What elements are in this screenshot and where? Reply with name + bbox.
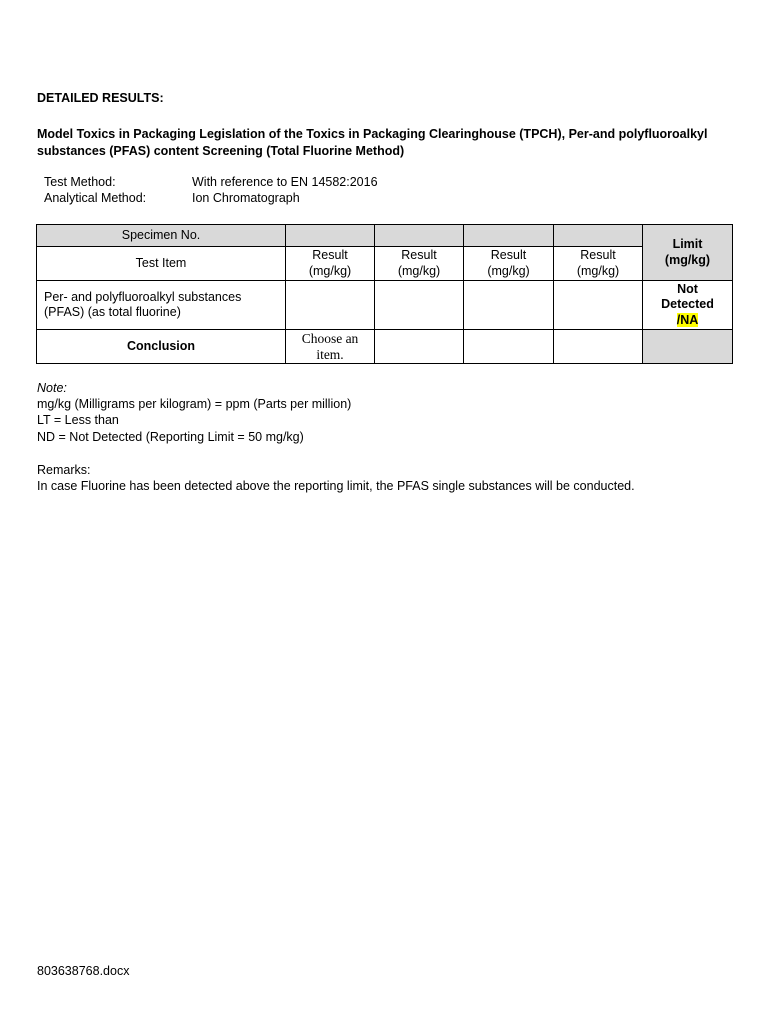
results-table [36,224,733,364]
conclusion-label: Conclusion [37,330,286,364]
result-header-4-line1: Result [580,248,616,262]
analytical-method-value: Ion Chromatograph [192,191,300,205]
pfas-limit-value [643,281,733,330]
specimen-no-header: Specimen No. [37,225,286,247]
result-header-3 [464,247,554,281]
test-method-label: Test Method: [44,175,116,189]
pfas-item-line2: (PFAS) (as total fluorine) [44,305,181,319]
pfas-test-item [37,281,286,330]
section-subtitle: Model Toxics in Packaging Legislation of the Toxics in Packaging Clearinghouse (TPCH), Per-and polyfluoroalkyl substances (PFAS) content Screening (Total Fluorine Method) [37,127,708,158]
pfas-item-line1: Per- and polyfluoroalkyl substances [44,289,242,304]
conclusion-dropdown-line2: item. [316,346,344,362]
conclusion-cell-4[interactable] [554,330,643,364]
note-line-lt: LT = Less than [37,413,119,428]
result-header-1-line1: Result [312,248,348,262]
conclusion-dropdown[interactable] [286,330,375,364]
pfas-result-1[interactable] [286,281,375,330]
limit-value-highlight: /NA [676,312,699,327]
specimen-row [37,225,733,247]
limit-value-line1: Not [677,281,698,296]
note-line-mgkg: mg/kg (Milligrams per kilogram) = ppm (Parts per million) [37,397,352,412]
footer-filename: 803638768.docx [37,964,130,978]
analytical-method-row [44,191,300,205]
conclusion-limit-cell [643,330,733,364]
specimen-cell-3[interactable] [464,225,554,247]
result-header-3-line2: (mg/kg) [487,263,530,278]
conclusion-cell-3[interactable] [464,330,554,364]
pfas-result-4[interactable] [554,281,643,330]
result-header-1 [286,247,375,281]
result-header-2-line1: Result [401,248,437,262]
specimen-cell-1[interactable] [286,225,375,247]
limit-header [643,225,733,281]
note-line-nd: ND = Not Detected (Reporting Limit = 50 mg/kg) [37,429,304,444]
conclusion-cell-2[interactable] [375,330,464,364]
detailed-results-heading: DETAILED RESULTS: [37,91,164,105]
test-item-header: Test Item [37,247,286,281]
test-method-row [44,175,378,189]
remarks-text: In case Fluorine has been detected above the reporting limit, the PFAS single substances will be conducted. [37,479,635,494]
result-header-4 [554,247,643,281]
analytical-method-label: Analytical Method: [44,191,147,205]
pfas-row [37,281,733,330]
notes-block [37,380,351,445]
pfas-result-2[interactable] [375,281,464,330]
result-header-3-line1: Result [490,248,527,262]
specimen-cell-4[interactable] [554,225,643,247]
limit-header-line2: (mg/kg) [664,252,711,267]
limit-value-line2: Detected [661,297,714,312]
result-header-4-line2: (mg/kg) [576,263,620,278]
remarks-label: Remarks: [37,463,91,477]
conclusion-row [37,330,733,364]
result-header-2-line2: (mg/kg) [397,263,441,278]
result-header-2 [375,247,464,281]
test-method-value: With reference to EN 14582:2016 [192,175,378,189]
pfas-result-3[interactable] [464,281,554,330]
conclusion-dropdown-line1: Choose an [301,331,359,346]
note-label: Note: [37,381,67,395]
specimen-cell-2[interactable] [375,225,464,247]
result-header-1-line2: (mg/kg) [308,263,352,278]
remarks-block [37,462,635,494]
test-item-header-row [37,247,733,281]
limit-header-line1: Limit [672,237,703,251]
